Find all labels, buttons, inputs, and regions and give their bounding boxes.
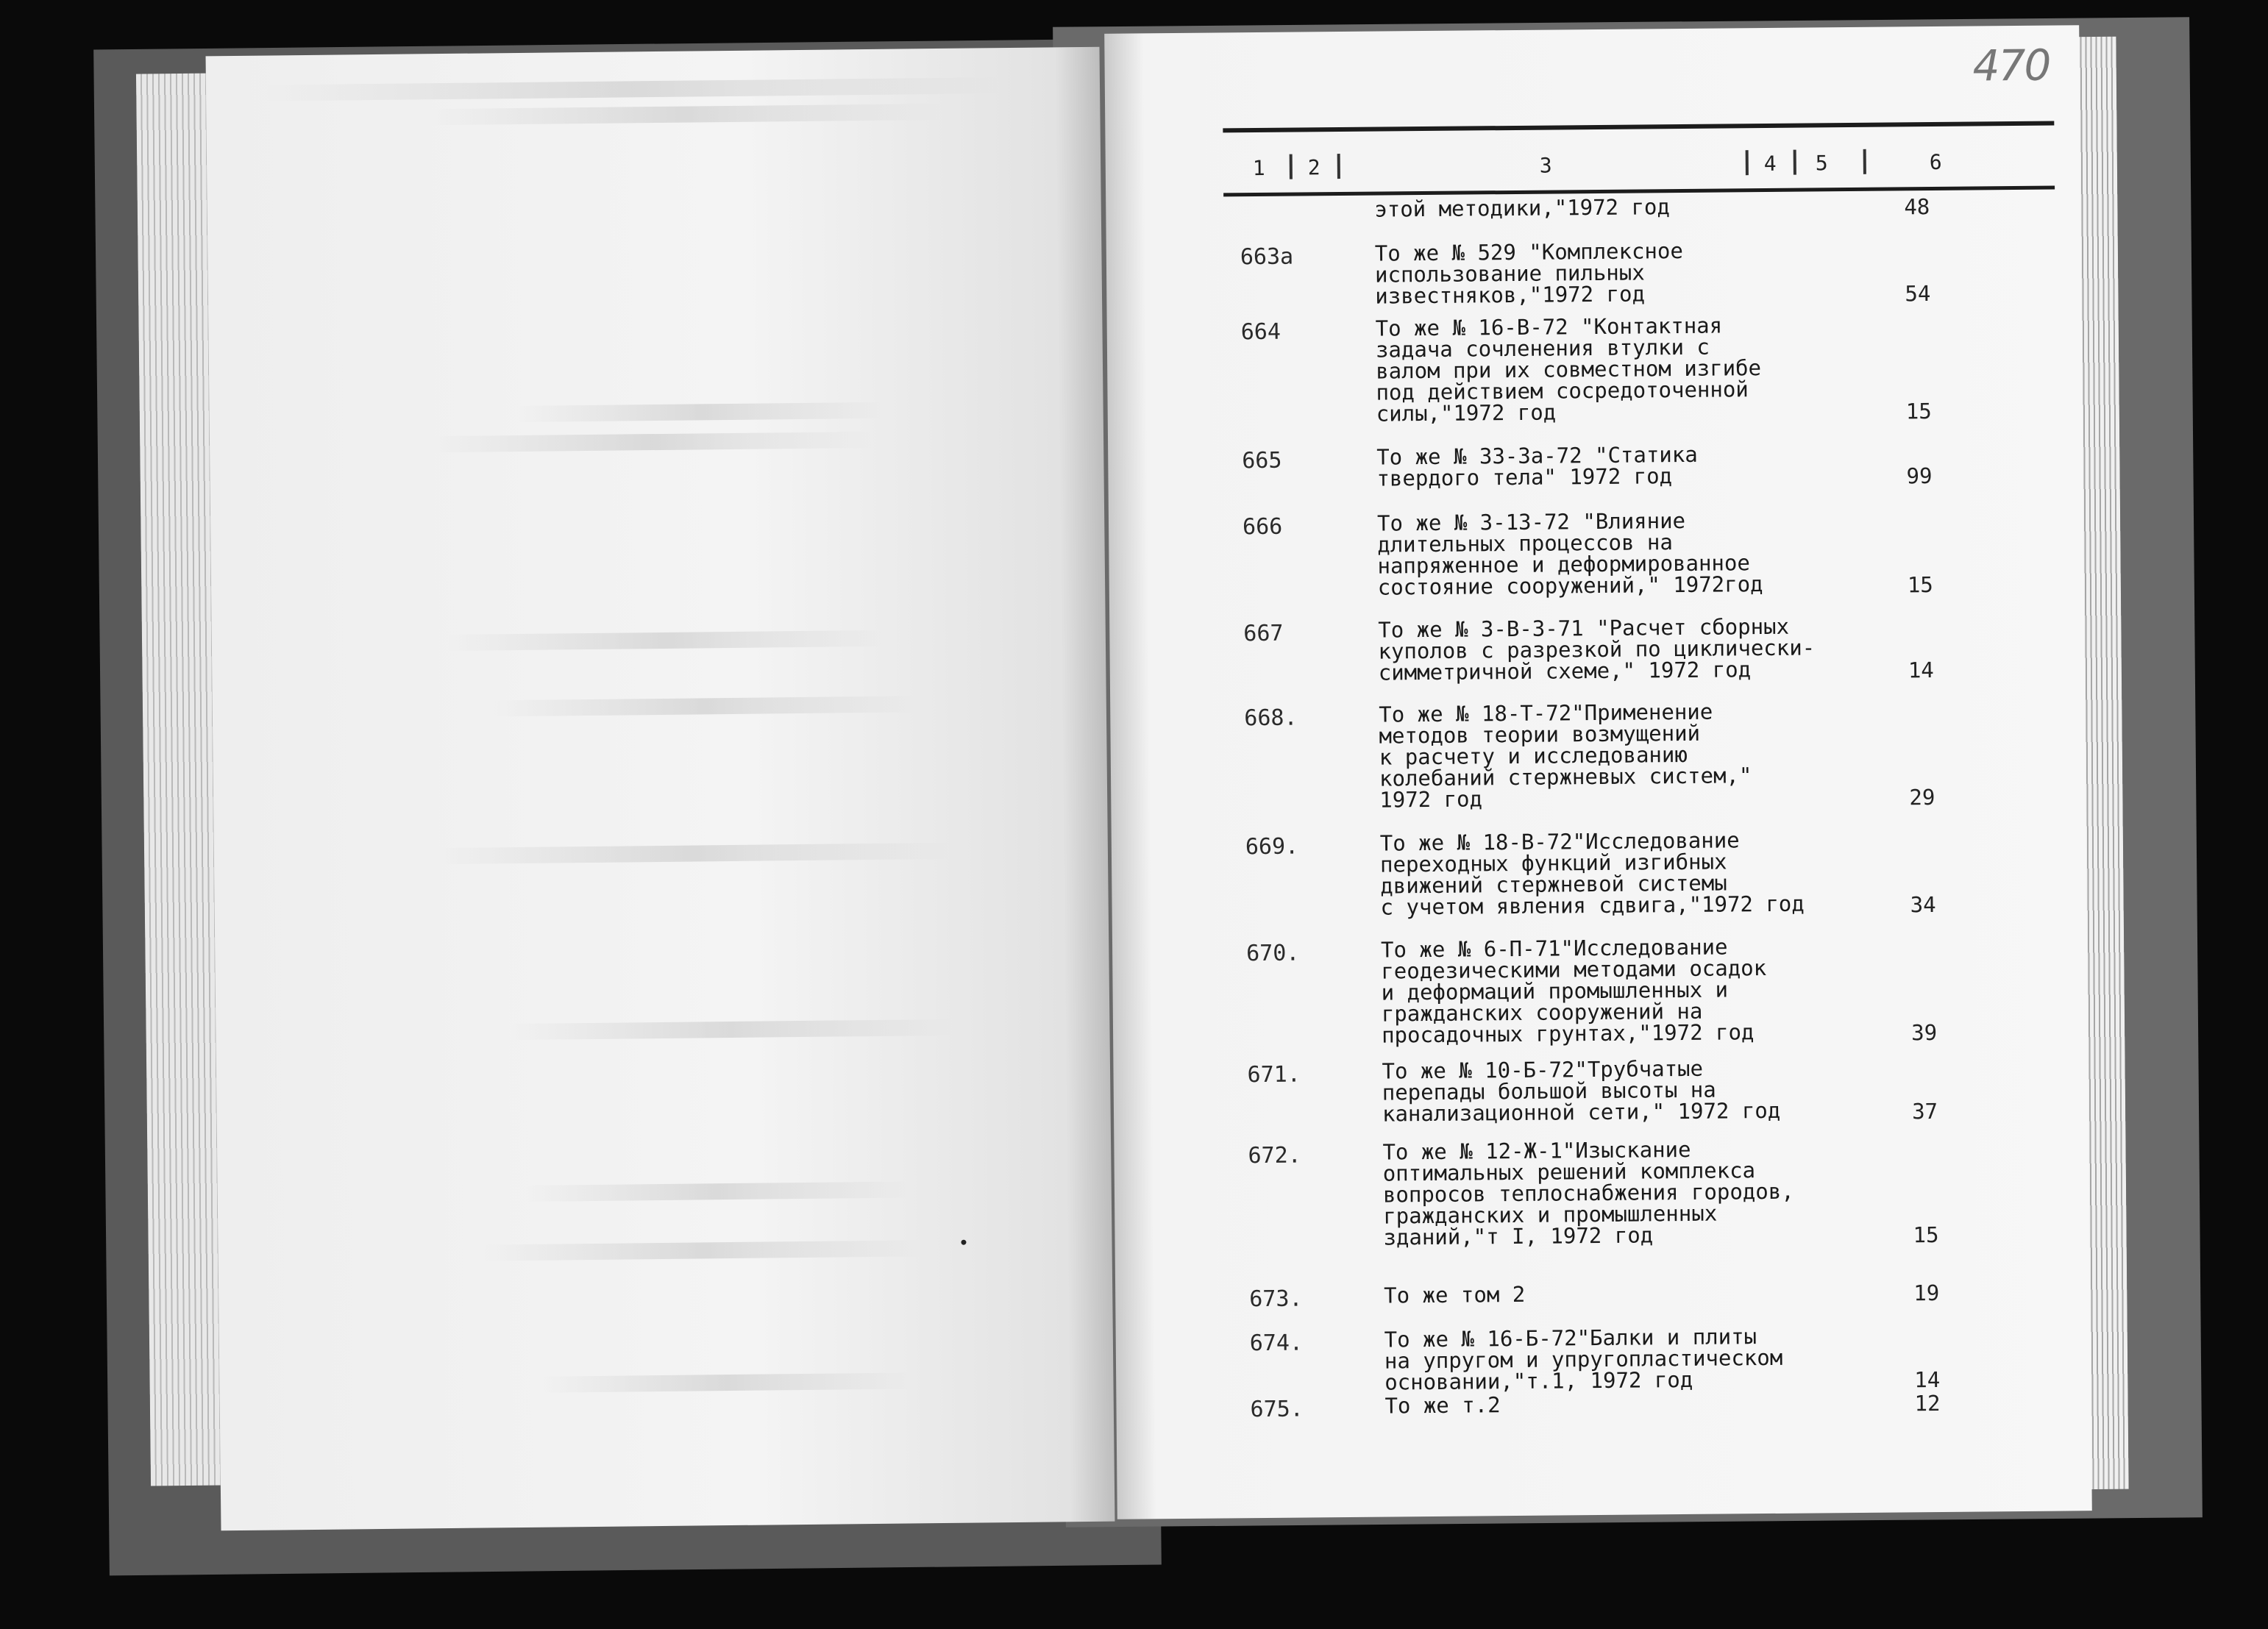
entry-description bbox=[1380, 829, 1852, 919]
table-row bbox=[1115, 1279, 2090, 1313]
entry-description-line: симметричной схеме," 1972 год bbox=[1378, 657, 1752, 685]
bleed-through-text bbox=[519, 402, 886, 422]
entry-description bbox=[1384, 1281, 1855, 1307]
entry-description-line: То же № 6-П-71"Исследование bbox=[1380, 934, 1728, 963]
entry-description-line: гражданских сооружений на bbox=[1381, 998, 1703, 1027]
bleed-through-text bbox=[543, 1372, 911, 1392]
entry-description-line: под действием сосредоточенной bbox=[1376, 377, 1749, 405]
entry-number: 672. bbox=[1248, 1142, 1301, 1169]
entry-description-line: канализационной сети," 1972 год bbox=[1382, 1097, 1781, 1127]
entry-description bbox=[1376, 314, 1847, 425]
entry-description bbox=[1374, 195, 1845, 221]
table-top-rule bbox=[1223, 121, 2054, 133]
table-row bbox=[1109, 613, 2084, 685]
ink-dot bbox=[961, 1240, 966, 1245]
entry-description-line: То же № 3-В-3-71 "Расчет сборных bbox=[1378, 613, 1790, 643]
table-row bbox=[1116, 1323, 2091, 1395]
entry-description-line: к расчету и исследованию bbox=[1379, 741, 1688, 770]
entry-description bbox=[1379, 700, 1850, 811]
table-row bbox=[1113, 1055, 2088, 1127]
entry-description bbox=[1382, 1057, 1853, 1125]
entry-number: 674. bbox=[1249, 1330, 1304, 1357]
entry-quantity: 54 bbox=[1905, 281, 1931, 307]
entry-description-line: на упругом и упругопластическом bbox=[1384, 1344, 1783, 1374]
entry-description-line: силы,"1972 год bbox=[1376, 399, 1557, 427]
entry-description-line: То же № 12-Ж-1"Изыскание bbox=[1382, 1136, 1691, 1165]
entry-description-line: движений стержневой системы bbox=[1380, 870, 1727, 899]
entry-number: 675. bbox=[1250, 1396, 1304, 1423]
entry-description-line: То же № 18-В-72"Исследование bbox=[1379, 827, 1740, 856]
entry-description-line: основании,"т.1, 1972 год bbox=[1384, 1366, 1693, 1395]
left-page bbox=[206, 47, 1115, 1531]
table-row bbox=[1107, 312, 2082, 427]
entry-description-line: То же том 2 bbox=[1384, 1281, 1526, 1308]
table-row bbox=[1114, 1136, 2089, 1250]
bleed-through-text bbox=[265, 77, 1000, 101]
entry-quantity: 15 bbox=[1913, 1222, 1939, 1248]
column-divider bbox=[1337, 154, 1340, 179]
table-row bbox=[1108, 441, 2083, 491]
entry-description bbox=[1376, 443, 1847, 490]
table-row bbox=[1112, 827, 2086, 920]
entry-description-line: вопросов теплоснабжения городов, bbox=[1382, 1178, 1794, 1208]
entry-quantity: 99 bbox=[1906, 463, 1933, 489]
entry-description-line: гражданских и промышленных bbox=[1383, 1200, 1718, 1229]
bleed-through-text bbox=[527, 1181, 909, 1201]
entry-description-line: оптимальных решений комплекса bbox=[1382, 1158, 1756, 1186]
entry-quantity: 48 bbox=[1904, 194, 1930, 220]
entry-description-line: известняков,"1972 год bbox=[1375, 281, 1646, 309]
entry-quantity: 12 bbox=[1914, 1390, 1941, 1416]
table-row bbox=[1109, 507, 2083, 600]
entry-quantity: 39 bbox=[1911, 1019, 1938, 1046]
entry-number: 668. bbox=[1244, 705, 1298, 732]
entry-number: 670. bbox=[1245, 940, 1300, 967]
entry-description-line: То же № 33-3а-72 "Статика bbox=[1376, 441, 1698, 470]
entry-description-line: напряженное и деформированное bbox=[1377, 550, 1750, 579]
entry-description bbox=[1378, 613, 1849, 685]
entry-description-line: длительных процессов на bbox=[1377, 530, 1673, 557]
entry-description bbox=[1381, 935, 1852, 1047]
entry-description-line: и деформаций промышленных и bbox=[1381, 977, 1729, 1005]
entry-description-line: То же № 10-Б-72"Трубчатые bbox=[1382, 1055, 1704, 1084]
entry-description-line: То же № 18-Т-72"Применение bbox=[1379, 699, 1713, 727]
column-divider bbox=[1746, 150, 1749, 175]
entry-quantity: 34 bbox=[1910, 892, 1936, 918]
table-row bbox=[1112, 933, 2087, 1048]
column-header-2: 2 bbox=[1307, 155, 1320, 180]
column-header-4: 4 bbox=[1763, 151, 1777, 177]
entry-description-line: То же № 16-Б-72"Балки и плиты bbox=[1384, 1324, 1757, 1352]
entry-number bbox=[1240, 199, 1328, 200]
entry-quantity: 29 bbox=[1909, 785, 1935, 810]
bleed-through-text bbox=[510, 1019, 951, 1040]
entry-quantity: 14 bbox=[1914, 1366, 1941, 1393]
entry-description-line: использование пильных bbox=[1374, 260, 1645, 288]
table-row bbox=[1110, 698, 2085, 813]
entry-number: 673. bbox=[1249, 1286, 1303, 1313]
page-number: 470 bbox=[1972, 40, 2050, 91]
column-header-5: 5 bbox=[1815, 151, 1828, 176]
entry-description-line: То же № 529 "Комплексное bbox=[1374, 238, 1683, 266]
bleed-through-text bbox=[447, 630, 889, 651]
entry-description-line: куполов с разрезкой по циклически- bbox=[1378, 635, 1816, 664]
entry-number: 665 bbox=[1242, 447, 1282, 474]
entry-number: 666 bbox=[1242, 513, 1283, 541]
entry-number: 664 bbox=[1240, 318, 1281, 346]
entry-description-line: методов теории возмущений bbox=[1379, 720, 1701, 749]
entry-description-line: колебаний стержневых систем," bbox=[1379, 763, 1752, 791]
entry-quantity: 37 bbox=[1911, 1098, 1938, 1124]
entry-description bbox=[1382, 1138, 1854, 1249]
entry-number: 671. bbox=[1247, 1061, 1301, 1088]
entry-description-line: состояние сооружений," 1972год bbox=[1377, 571, 1763, 600]
entry-number: 663а bbox=[1240, 243, 1294, 271]
entry-quantity: 15 bbox=[1905, 399, 1932, 424]
entry-description-line: 1972 год bbox=[1379, 786, 1483, 813]
bleed-through-text bbox=[427, 104, 942, 125]
column-header-3: 3 bbox=[1539, 153, 1552, 178]
entry-description-line: геодезическими методами осадок bbox=[1381, 955, 1767, 984]
bleed-through-text bbox=[435, 843, 950, 864]
column-divider bbox=[1863, 149, 1866, 174]
entry-description-line: перепады большой высоты на bbox=[1382, 1077, 1716, 1105]
bleed-through-text bbox=[492, 696, 919, 716]
bleed-through-text bbox=[483, 1240, 924, 1261]
bleed-through-text bbox=[430, 432, 872, 452]
entry-description-line: валом при их совместном изгибе bbox=[1376, 355, 1762, 384]
entry-description-line: переходных функций изгибных bbox=[1379, 849, 1727, 877]
entry-description-line: зданий,"т I, 1972 год bbox=[1383, 1222, 1654, 1250]
entry-quantity: 19 bbox=[1913, 1280, 1940, 1306]
entry-description-line: То же № 3-13-72 "Влияние bbox=[1376, 507, 1686, 536]
entry-description-line: с учетом явления сдвига,"1972 год bbox=[1380, 891, 1805, 920]
right-page bbox=[1104, 25, 2092, 1519]
entry-description-line: твердого тела" 1972 год bbox=[1376, 463, 1673, 491]
entry-description bbox=[1377, 509, 1849, 599]
entry-quantity: 14 bbox=[1908, 657, 1934, 683]
entry-description-line: просадочных грунтах,"1972 год bbox=[1381, 1019, 1755, 1048]
entry-description-line: То же № 16-В-72 "Контактная bbox=[1375, 313, 1723, 341]
entry-description bbox=[1384, 1325, 1856, 1394]
entry-quantity: 15 bbox=[1907, 572, 1933, 598]
table-row bbox=[1106, 237, 2081, 309]
entry-description-line: То же т.2 bbox=[1384, 1392, 1501, 1419]
column-divider bbox=[1290, 154, 1293, 179]
entry-description-line: этой методики,"1972 год bbox=[1374, 194, 1671, 222]
entry-description bbox=[1384, 1391, 1855, 1417]
entry-number: 667 bbox=[1243, 620, 1284, 647]
entry-number: 669. bbox=[1245, 833, 1299, 860]
column-header-6: 6 bbox=[1929, 149, 1942, 175]
column-header-1: 1 bbox=[1252, 155, 1265, 181]
column-divider bbox=[1794, 150, 1796, 175]
entry-description-line: задача сочленения втулки с bbox=[1375, 334, 1710, 363]
entry-description bbox=[1375, 239, 1846, 307]
